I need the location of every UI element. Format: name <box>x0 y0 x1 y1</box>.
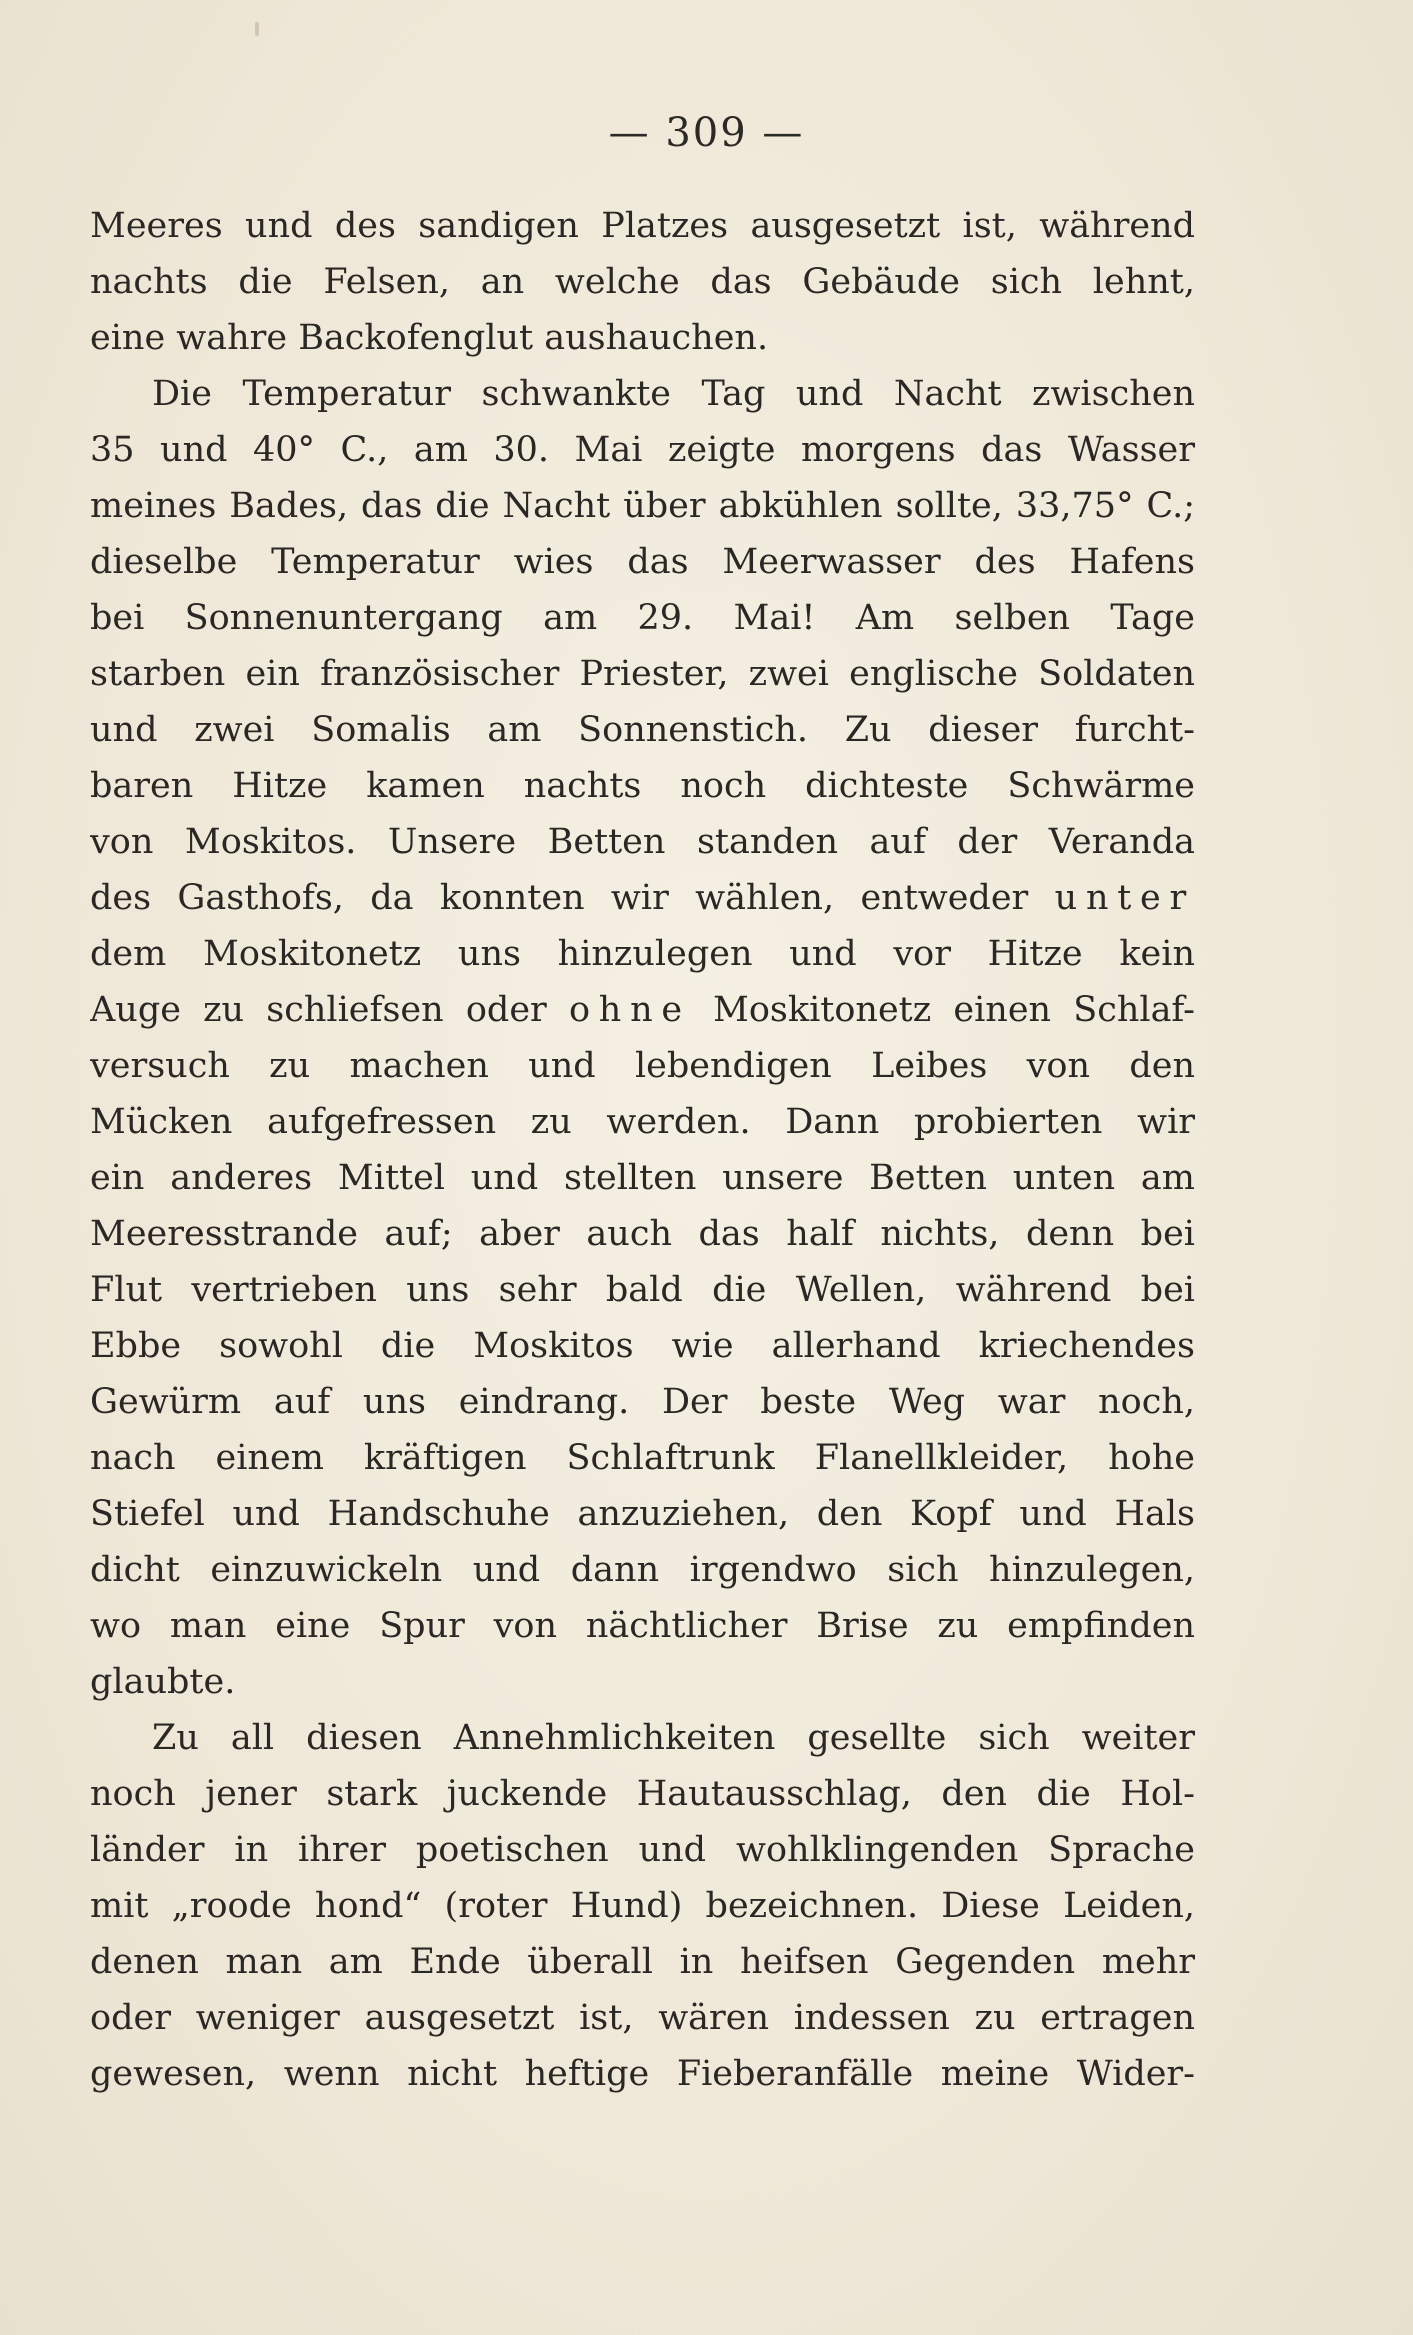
text-line: eine wahre Backofenglut aushauchen. <box>90 318 769 358</box>
text-line: dem Moskitonetz uns hinzulegen und vor Hitze kein <box>90 934 1195 974</box>
paragraph-start-line: Die Temperatur schwankte Tag und Nacht zwischen <box>152 374 1195 414</box>
body-text <box>90 198 1195 2102</box>
text-segment: Auge zu schliefsen oder <box>90 990 547 1030</box>
page-number: — 309 — <box>608 110 805 156</box>
text-line: ein anderes Mittel und stellten unsere Betten unten am <box>90 1158 1195 1198</box>
text-line: oder weniger ausgesetzt ist, wären indessen zu ertragen <box>90 1998 1195 2038</box>
text-line: meines Bades, das die Nacht über abkühlen sollte, 33,75° C.; <box>90 486 1195 526</box>
text-line: und zwei Somalis am Sonnenstich. Zu dieser furcht- <box>90 710 1195 750</box>
text-line: baren Hitze kamen nachts noch dichteste Schwärme <box>90 766 1195 806</box>
paper-speck <box>255 22 259 36</box>
text-line: Gewürm auf uns eindrang. Der beste Weg war noch, <box>90 1382 1195 1422</box>
text-line: dicht einzuwickeln und dann irgendwo sich hinzulegen, <box>90 1550 1195 1590</box>
text-line: gewesen, wenn nicht heftige Fieberanfälle meine Wider- <box>90 2054 1195 2094</box>
text-line: Meeres und des sandigen Platzes ausgesetzt ist, während <box>90 206 1195 246</box>
text-segment: Moskitonetz einen Schlaf- <box>713 990 1195 1030</box>
text-line: starben ein französischer Priester, zwei englische Soldaten <box>90 654 1195 694</box>
text-line: Meeresstrande auf; aber auch das half nichts, denn bei <box>90 1214 1195 1254</box>
emphasized-word: ohne <box>568 990 691 1030</box>
text-line: nachts die Felsen, an welche das Gebäude sich lehnt, <box>90 262 1195 302</box>
text-line: Flut vertrieben uns sehr bald die Wellen, während bei <box>90 1270 1195 1310</box>
text-line: denen man am Ende überall in heifsen Gegenden mehr <box>90 1942 1195 1982</box>
text-line: noch jener stark juckende Hautausschlag, den die Hol- <box>90 1774 1195 1814</box>
text-line: nach einem kräftigen Schlaftrunk Flanellkleider, hohe <box>90 1438 1195 1478</box>
text-line: glaubte. <box>90 1662 236 1702</box>
text-segment: des Gasthofs, da konnten wir wählen, entweder <box>90 878 1029 918</box>
text-line: wo man eine Spur von nächtlicher Brise zu empfinden <box>90 1606 1195 1646</box>
text-line: bei Sonnenuntergang am 29. Mai! Am selben Tage <box>90 598 1195 638</box>
text-line: Stiefel und Handschuhe anzuziehen, den Kopf und Hals <box>90 1494 1195 1534</box>
text-line: versuch zu machen und lebendigen Leibes von den <box>90 1046 1195 1086</box>
text-line: länder in ihrer poetischen und wohlklingenden Sprache <box>90 1830 1195 1870</box>
text-line: Ebbe sowohl die Moskitos wie allerhand kriechendes <box>90 1326 1195 1366</box>
text-line <box>90 870 1195 926</box>
text-line: Mücken aufgefressen zu werden. Dann probierten wir <box>90 1102 1195 1142</box>
text-line <box>90 982 1195 1038</box>
text-line: von Moskitos. Unsere Betten standen auf der Veranda <box>90 822 1195 862</box>
paragraph-start-line: Zu all diesen Annehmlichkeiten gesellte sich weiter <box>152 1718 1195 1758</box>
text-line: dieselbe Temperatur wies das Meerwasser des Hafens <box>90 542 1195 582</box>
text-line: 35 und 40° C., am 30. Mai zeigte morgens das Wasser <box>90 430 1195 470</box>
text-line: mit „roode hond“ (roter Hund) bezeichnen. Diese Leiden, <box>90 1886 1195 1926</box>
emphasized-word: unter <box>1054 878 1195 918</box>
